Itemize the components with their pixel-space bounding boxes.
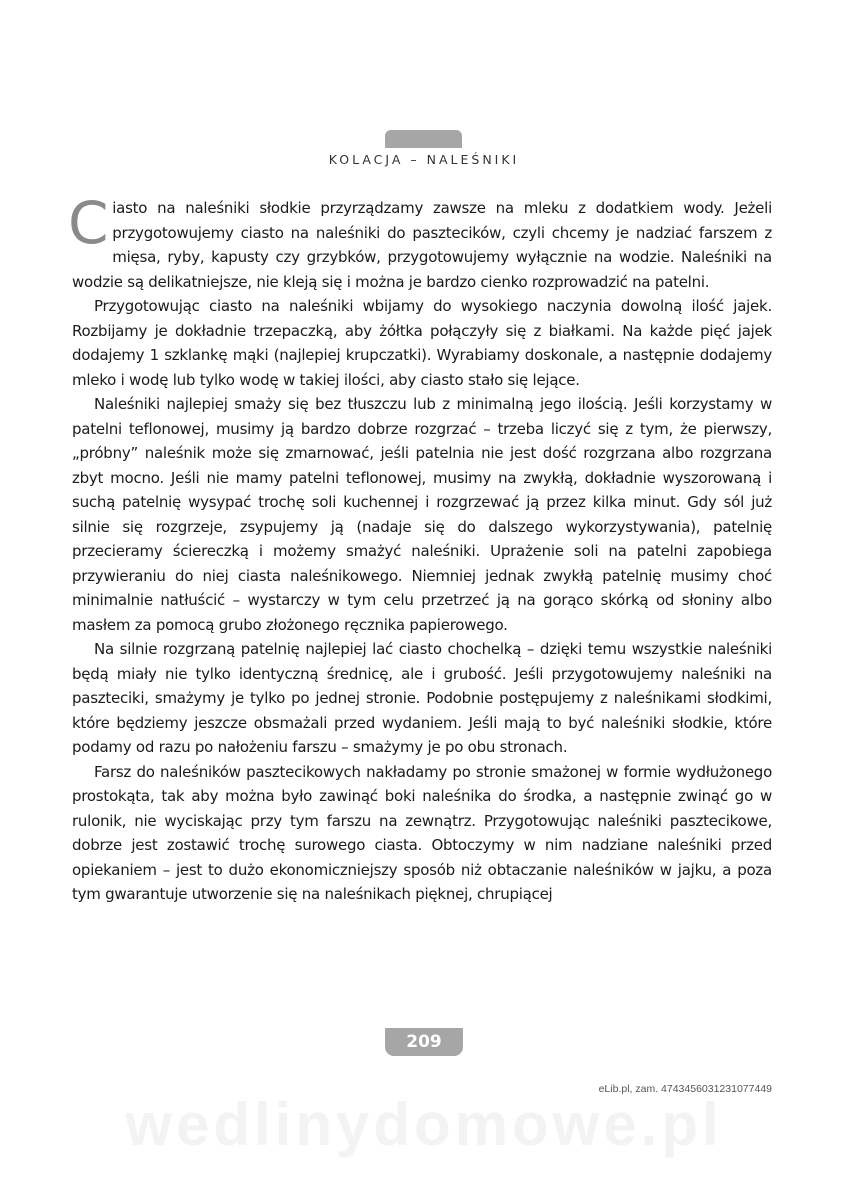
elib-order-id: eLib.pl, zam. 4743456031231077449 [598,1083,772,1095]
running-head: KOLACJA – NALEŚNIKI [328,152,520,167]
paragraph-1 [68,189,772,294]
paragraph-1-text: iasto na naleśniki słodkie przyrządzamy zawsze na mleku z dodatkiem wody. Jeżeli przygotowujemy ciasto na naleśniki do pasztecików, czyli chcemy je nadziać farszem z mięsa, ryby, kapusty czy grzybków, przygotowujemy wyłącznie na wodzie. Naleśniki na wodzie są delikatniejsze, nie kleją się i można je bardzo cienko rozprowadzić na patelni. [72,199,772,291]
watermark: wedlinydomowe.pl [125,1091,723,1158]
page-number-tab [385,1028,463,1056]
page-number: 209 [406,1032,442,1052]
header-tab [385,130,462,148]
paragraph-4: Na silnie rozgrzaną patelnię najlepiej lać ciasto chochelką – dzięki temu wszystkie naleśniki będą miały nie tylko identyczną średnicę, ale i grubość. Jeśli przygotowujemy naleśniki na paszteciki, smażymy je tylko po jednej stronie. Podobnie postępujemy z naleśnikami słodkimi, które będziemy jeszcze obsmażali przed wydaniem. Jeśli mają to być naleśniki słodkie, które podamy od razu po nałożeniu farszu – smażymy je po obu stronach. [72,640,772,756]
paragraph-2: Przygotowując ciasto na naleśniki wbijamy do wysokiego naczynia dowolną ilość jajek. Rozbijamy je dokładnie trzepaczką, aby żółtka połączyły się z białkami. Na każde pięć jajek dodajemy 1 szklankę mąki (najlepiej krupczatki). Wyrabiamy doskonale, a następnie dodajemy mleko i wodę lub tylko wodę w takiej ilości, aby ciasto stało się lejące. [72,297,772,389]
paragraph-5: Farsz do naleśników pasztecikowych nakładamy po stronie smażonej w formie wydłużonego prostokąta, tak aby można było zawinąć boki naleśnika do środka, a następnie zwinąć go w rulonik, nie wyciskając przy tym farszu na zewnątrz. Przygotowując naleśniki pasztecikowe, dobrze jest zostawić trochę surowego ciasta. Obtoczymy w nim nadziane naleśniki przed opiekaniem – jest to dużo ekonomiczniejszy sposób niż obtaczanie naleśników w jajku, a poza tym gwarantuje utworzenie się na naleśnikach pięknej, chrupiącej [72,762,772,903]
drop-cap: C [68,189,109,257]
paragraph-3: Naleśniki najlepiej smaży się bez tłuszczu lub z minimalną jego ilością. Jeśli korzystamy w patelni teflonowej, musimy ją bardzo dobrze rozgrzać – trzeba liczyć się z tym, że pierwszy, „próbny” naleśnik może się zmarnować, jeśli patelnia nie jest dość rozgrzana albo rozgrzana zbyt mocno. Jeśli nie mamy patelni teflonowej, musimy na zwykłą, dokładnie wyszorowaną i suchą patelnię wysypać trochę soli kuchennej i rozgrzewać ją przez kilka minut. Gdy sól już silnie się rozgrzeje, zsypujemy ją (nadaje się do dalszego wykorzystywania), patelnię przecieramy ściereczką i możemy smażyć naleśniki. Uprażenie soli na patelni zapobiega przywieraniu do niej ciasta naleśnikowego. Niemniej jednak zwykłą patelnię musimy choć minimalnie natłuścić – wystarczy w tym celu przetrzeć ją na gorąco skórką od słoniny albo masłem za pomocą grubo złożonego ręcznika papierowego. [72,395,772,634]
page-body [68,189,772,907]
